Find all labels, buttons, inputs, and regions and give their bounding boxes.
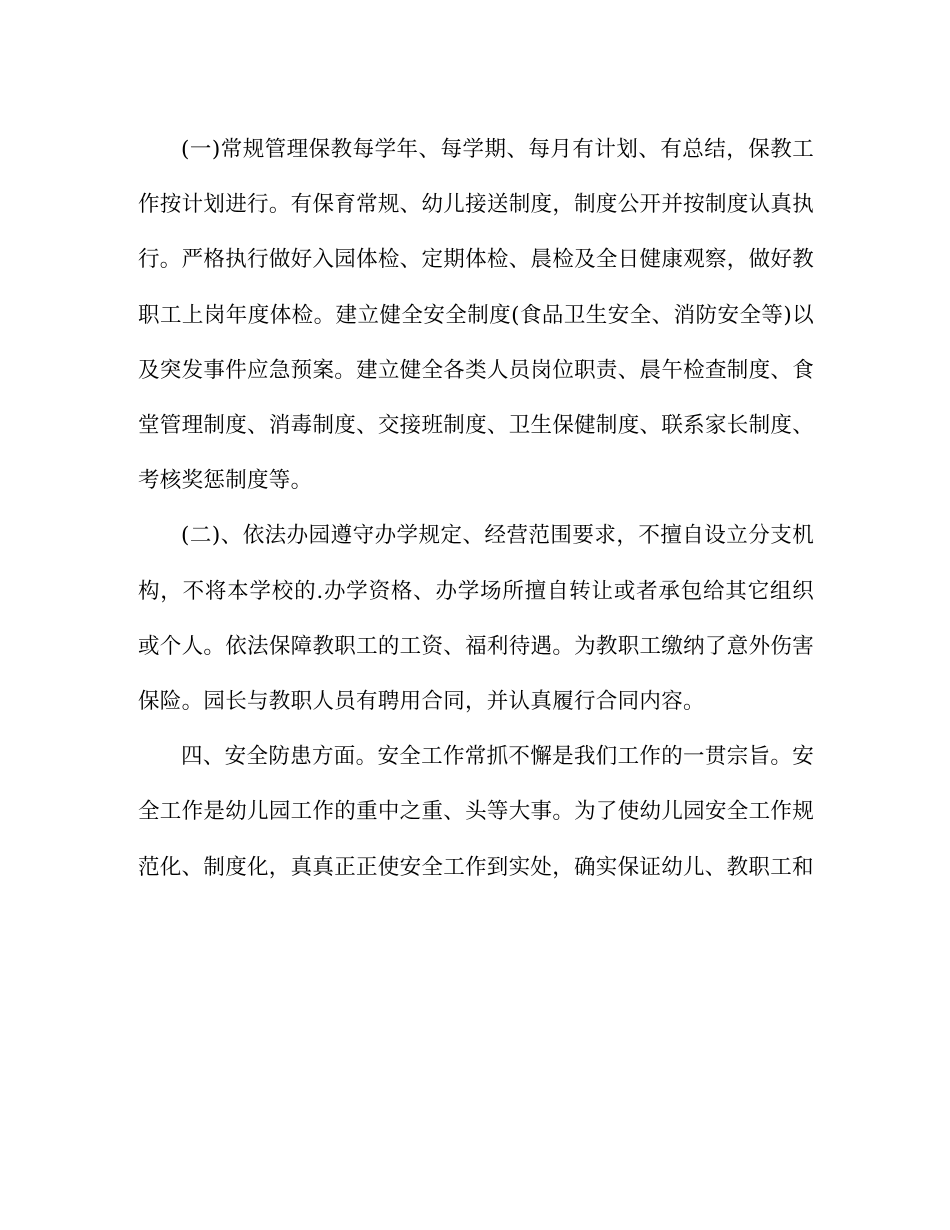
paragraph-routine-management: (一)常规管理保教每学年、每学期、每月有计划、有总结，保教工作按计划进行。有保育常规、幼儿接送制度，制度公开并按制度认真执行。严格执行做好入园体检、定期体检、晨检及全日健康观察，做好教职工上岗年度体检。建立健全安全制度(食品卫生安全、消防安全等)以及突发事件应急预案。建立健全各类人员岗位职责、晨午检查制度、食堂管理制度、消毒制度、交接班制度、卫生保健制度、联系家长制度、考核奖惩制度等。 — [138, 137, 814, 494]
document-body — [138, 122, 814, 895]
paragraph-lawful-operation: (二)、依法办园遵守办学规定、经营范围要求，不擅自设立分支机构，不将本学校的.办学资格、办学场所擅自转让或者承包给其它组织或个人。依法保障教职工的工资、福利待遇。为教职工缴纳了意外伤害保险。园长与教职人员有聘用合同，并认真履行合同内容。 — [138, 523, 814, 715]
paragraph-safety-prevention: 四、安全防患方面。安全工作常抓不懈是我们工作的一贯宗旨。安全工作是幼儿园工作的重中之重、头等大事。为了使幼儿园安全工作规范化、制度化，真真正正使安全工作到实处，确实保证幼儿、教职工和 — [138, 744, 814, 880]
